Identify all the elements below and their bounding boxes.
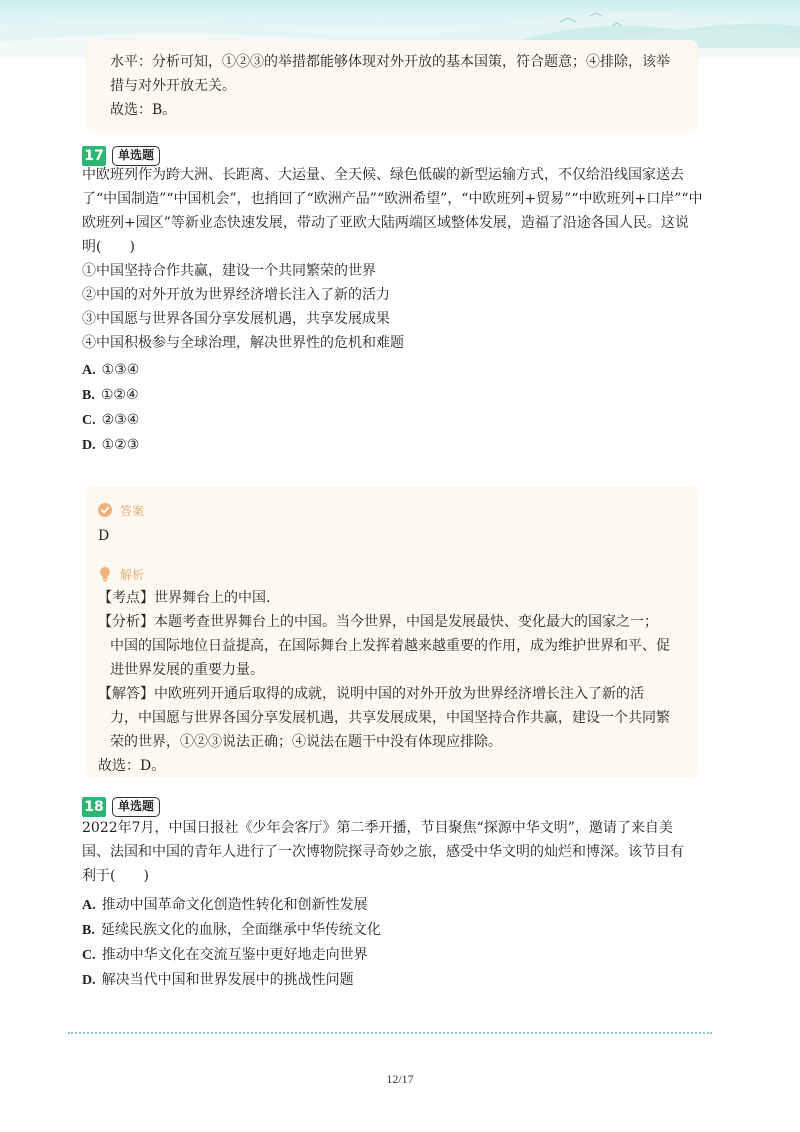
analysis-line: 力，中国愿与世界各国分享发展机遇，共享发展成果，中国坚持合作共赢，建设一个共同繁 xyxy=(110,710,670,726)
question-17-stem xyxy=(82,163,722,355)
question-18-header xyxy=(82,796,160,818)
option-text: 推动中华文化在交流互鉴中更好地走向世界 xyxy=(101,947,368,963)
option-text: ①②③ xyxy=(101,437,140,453)
option-letter: D. xyxy=(82,438,96,453)
previous-analysis-box xyxy=(86,40,698,132)
check-circle-icon xyxy=(98,503,112,517)
option-a[interactable] xyxy=(82,893,722,918)
analysis-line: 故选：B。 xyxy=(110,102,177,118)
option-text: ②③④ xyxy=(101,412,140,428)
option-b[interactable] xyxy=(82,918,722,943)
answer-value: D xyxy=(98,528,110,544)
option-letter: D. xyxy=(82,973,96,988)
question-number: 17 xyxy=(82,146,106,166)
option-text: ①②④ xyxy=(100,387,139,403)
analysis-line: 【分析】本题考查世界舞台上的中国。当今世界，中国是发展最快、变化最大的国家之一； xyxy=(98,614,658,630)
analysis-tag xyxy=(98,562,686,586)
analysis-line: 故选：D。 xyxy=(98,758,166,774)
option-text: 推动中国革命文化创造性转化和创新性发展 xyxy=(101,897,368,913)
option-letter: B. xyxy=(82,388,95,403)
stem-line: 明( ) xyxy=(82,239,135,255)
analysis-line: 荣的世界，①②③说法正确；④说法在题干中没有体现应排除。 xyxy=(110,734,502,750)
statement: ④中国积极参与全球治理，解决世界性的危机和难题 xyxy=(82,335,404,351)
stem-line: 中欧班列作为跨大洲、长距离、大运量、全天候、绿色低碳的新型运输方式，不仅给沿线国家送去 xyxy=(82,167,684,183)
option-text: ①③④ xyxy=(101,362,140,378)
question-18-options xyxy=(82,893,722,993)
option-d[interactable] xyxy=(82,968,722,993)
question-17-options xyxy=(82,358,722,458)
question-18-stem xyxy=(82,816,722,888)
option-b[interactable] xyxy=(82,383,722,408)
stem-line: 2022年7月，中国日报社《少年会客厅》第二季开播，节目聚焦“探源中华文明”，邀请了来自美 xyxy=(82,820,673,836)
question-number: 18 xyxy=(82,797,106,817)
analysis-line: 水平：分析可知，①②③的举措都能够体现对外开放的基本国策，符合题意；④排除，该举 xyxy=(110,54,670,70)
analysis-line: 措与对外开放无关。 xyxy=(110,78,236,94)
option-letter: B. xyxy=(82,923,95,938)
option-d[interactable] xyxy=(82,433,722,458)
question-type-badge: 单选题 xyxy=(112,797,160,817)
option-c[interactable] xyxy=(82,943,722,968)
option-text: 解决当代中国和世界发展中的挑战性问题 xyxy=(101,972,354,988)
option-letter: A. xyxy=(82,363,96,378)
question-17-answer-box xyxy=(86,486,698,778)
stem-line: 国、法国和中国的青年人进行了一次博物院探寻奇妙之旅，感受中华文明的灿烂和博深。该节目有 xyxy=(82,844,684,860)
statement: ③中国愿与世界各国分享发展机遇，共享发展成果 xyxy=(82,311,390,327)
answer-tag xyxy=(98,498,686,522)
option-letter: A. xyxy=(82,898,96,913)
analysis-line: 【考点】世界舞台上的中国. xyxy=(98,590,271,606)
option-a[interactable] xyxy=(82,358,722,383)
question-type-badge: 单选题 xyxy=(112,146,160,166)
analysis-line: 中国的国际地位日益提高，在国际舞台上发挥着越来越重要的作用，成为维护世界和平、促 xyxy=(110,638,670,654)
stem-line: 欧班列+园区”等新业态快速发展，带动了亚欧大陆两端区域整体发展，造福了沿途各国人民。这说 xyxy=(82,215,689,231)
option-c[interactable] xyxy=(82,408,722,433)
analysis-line: 进世界发展的重要力量。 xyxy=(110,662,264,678)
stem-line: 了“中国制造”“中国机会”，也捎回了“欧洲产品”“欧洲希望”，“中欧班列+贸易”“中欧班列+口岸”“中 xyxy=(82,191,703,207)
analysis-label: 解析 xyxy=(120,567,145,582)
statement: ②中国的对外开放为世界经济增长注入了新的活力 xyxy=(82,287,390,303)
analysis-line: 【解答】中欧班列开通后取得的成就，说明中国的对外开放为世界经济增长注入了新的活 xyxy=(98,686,644,702)
option-letter: C. xyxy=(82,413,96,428)
option-text: 延续民族文化的血脉，全面继承中华传统文化 xyxy=(100,922,381,938)
lightbulb-icon xyxy=(98,566,112,582)
page-number: 12/17 xyxy=(386,1072,414,1086)
statement: ①中国坚持合作共赢，建设一个共同繁荣的世界 xyxy=(82,263,376,279)
footer-divider xyxy=(68,1032,712,1034)
stem-line: 利于( ) xyxy=(82,868,149,884)
option-letter: C. xyxy=(82,948,96,963)
answer-label: 答案 xyxy=(120,503,145,518)
